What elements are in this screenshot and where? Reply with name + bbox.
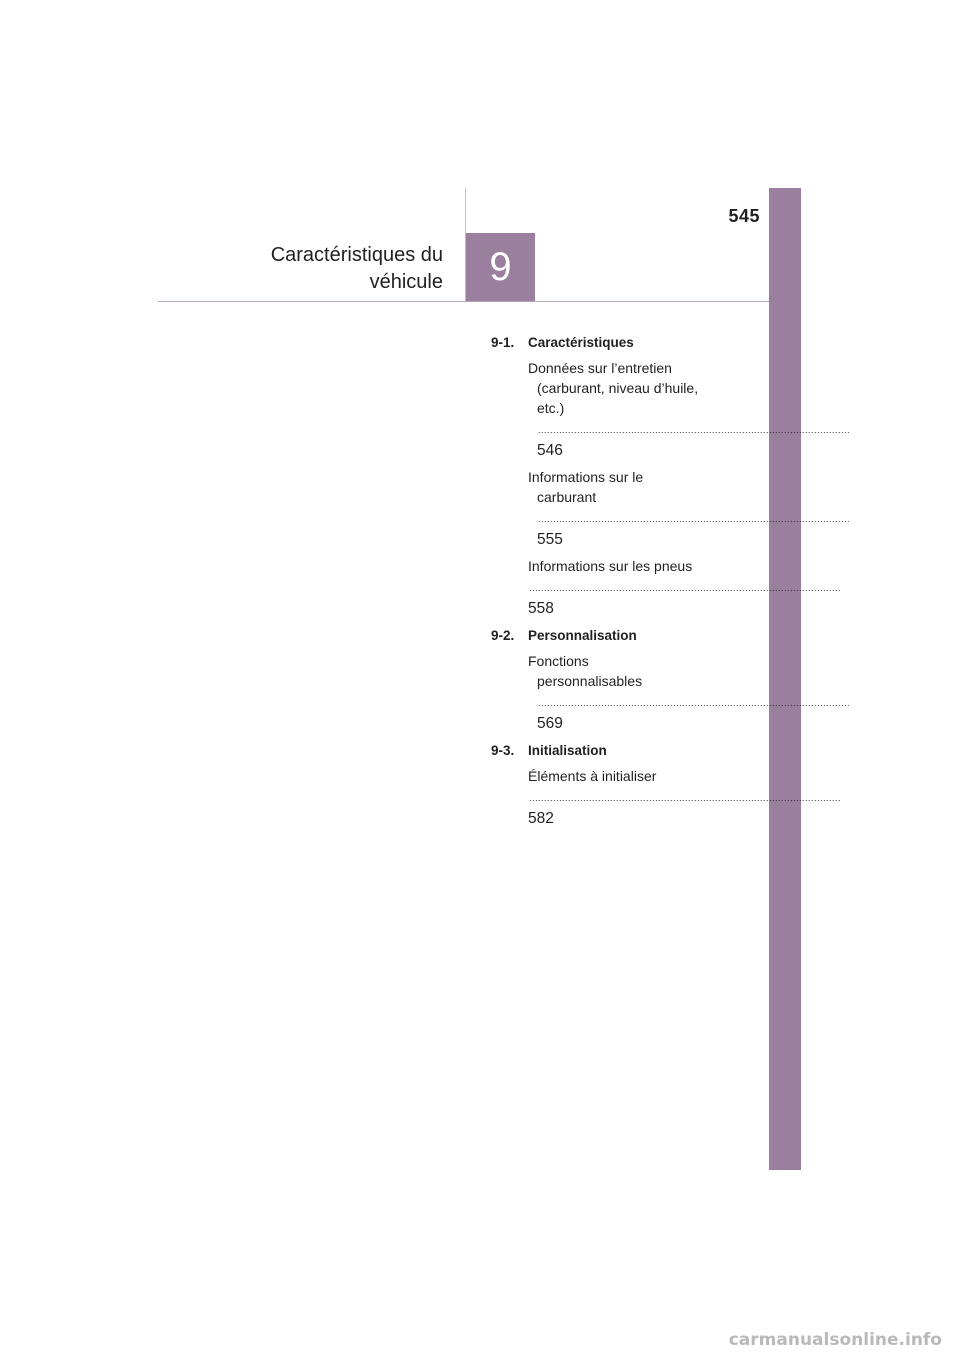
entry-text: Informations sur les pneus bbox=[528, 558, 693, 574]
entry-text: personnalisables bbox=[537, 673, 643, 689]
entry-text: Données sur l’entretien bbox=[528, 360, 672, 376]
entry-leader-line bbox=[528, 487, 739, 550]
watermark: carmanualsonline.info bbox=[728, 1330, 942, 1350]
dot-leader bbox=[529, 583, 841, 593]
entry-page: 555 bbox=[537, 531, 563, 548]
entry-text: Informations sur le bbox=[528, 469, 644, 485]
entry-leader-line bbox=[528, 556, 739, 619]
toc-entry[interactable] bbox=[528, 766, 739, 829]
toc-entry[interactable] bbox=[528, 467, 739, 550]
section-title: Personnalisation bbox=[528, 628, 637, 643]
entry-text: etc.) bbox=[537, 400, 565, 416]
section-title: Initialisation bbox=[528, 743, 607, 758]
entry-text: Fonctions bbox=[528, 653, 589, 669]
section-heading[interactable] bbox=[491, 334, 739, 352]
dot-leader bbox=[529, 793, 841, 803]
chapter-title-line2: véhicule bbox=[369, 271, 443, 293]
dot-leader bbox=[538, 514, 850, 524]
entry-page: 569 bbox=[537, 715, 563, 732]
entry-page: 546 bbox=[537, 442, 563, 459]
entry-text: (carburant, niveau d’huile, bbox=[537, 380, 699, 396]
dot-leader bbox=[538, 698, 850, 708]
chapter-title-line1: Caractéristiques du bbox=[270, 244, 443, 266]
toc-entry[interactable] bbox=[528, 556, 739, 619]
toc-entry[interactable] bbox=[528, 651, 739, 734]
chapter-number-box: 9 bbox=[466, 233, 535, 301]
entry-leader-line bbox=[528, 398, 739, 461]
chapter-title bbox=[271, 242, 443, 296]
entry-text: Éléments à initialiser bbox=[528, 768, 657, 784]
entry-text: carburant bbox=[537, 489, 597, 505]
section-number: 9-1. bbox=[491, 335, 515, 350]
entry-page: 582 bbox=[528, 810, 554, 827]
toc-section-9-2 bbox=[491, 627, 739, 734]
toc-section-9-1 bbox=[491, 334, 739, 619]
entry-leader-line bbox=[528, 671, 739, 734]
section-number: 9-2. bbox=[491, 628, 515, 643]
toc-entry[interactable] bbox=[528, 358, 739, 461]
section-title: Caractéristiques bbox=[528, 335, 634, 350]
header-divider-horizontal bbox=[158, 301, 769, 302]
entry-page: 558 bbox=[528, 600, 554, 617]
section-number: 9-3. bbox=[491, 743, 515, 758]
entry-leader-line bbox=[528, 766, 739, 829]
table-of-contents bbox=[491, 334, 739, 837]
toc-section-9-3 bbox=[491, 742, 739, 829]
dot-leader bbox=[538, 425, 850, 435]
page-number: 545 bbox=[728, 206, 760, 226]
section-heading[interactable] bbox=[491, 742, 739, 760]
chapter-side-tab bbox=[769, 188, 801, 1170]
section-heading[interactable] bbox=[491, 627, 739, 645]
